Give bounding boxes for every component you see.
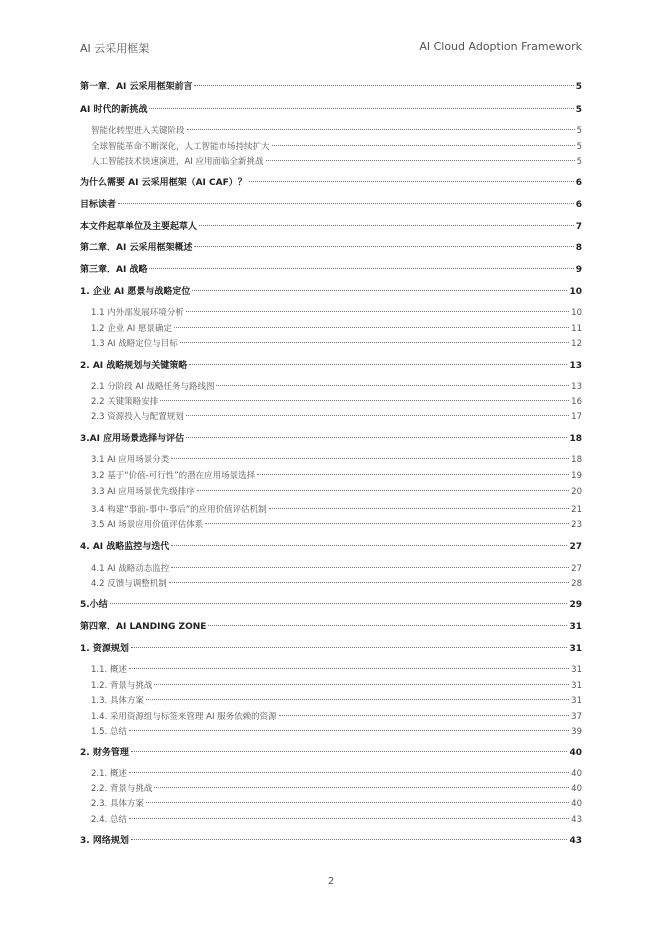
toc-entry[interactable] <box>80 241 582 255</box>
toc-entry-title: 智能化转型进入关键阶段 <box>91 126 185 136</box>
toc-subentry[interactable] <box>80 562 582 576</box>
toc-subentry[interactable] <box>80 813 582 827</box>
toc-entry[interactable] <box>80 285 582 299</box>
toc-page-number: 40 <box>571 799 582 809</box>
dot-leader <box>279 715 570 716</box>
toc-entry-title: 3.2 基于“价值-可行性”的潜在应用场景选择 <box>91 471 256 481</box>
toc-page-number: 5 <box>576 142 582 152</box>
toc-page-number: 18 <box>571 455 582 465</box>
dot-leader <box>131 839 568 840</box>
toc-entry-title: 3.AI 应用场景选择与评估 <box>80 434 185 444</box>
toc-page-number: 28 <box>571 579 582 589</box>
toc-entry-title: 2.2. 背景与挑战 <box>91 784 153 794</box>
toc-entry-title: 4. AI 战略监控与迭代 <box>80 542 170 552</box>
dot-leader <box>192 290 567 291</box>
toc-entry-title: 3.5 AI 场景应用价值评估体系 <box>91 520 204 530</box>
toc-page-number: 20 <box>571 487 582 497</box>
toc-page-number: 31 <box>571 665 582 675</box>
dot-leader <box>131 647 568 648</box>
toc-page-number: 39 <box>571 727 582 737</box>
toc-entry[interactable] <box>80 834 582 848</box>
toc-subentry[interactable] <box>80 453 582 467</box>
toc-entry-title: 2.4. 总结 <box>91 815 127 825</box>
dot-leader <box>199 225 574 226</box>
toc-subentry[interactable] <box>80 797 582 811</box>
toc-subentry[interactable] <box>80 155 582 169</box>
toc-subentry[interactable] <box>80 322 582 336</box>
dot-leader <box>186 415 569 416</box>
toc-page-number: 5 <box>575 105 582 115</box>
toc-entry-title: 1. 企业 AI 愿景与战略定位 <box>80 287 191 297</box>
toc-page-number: 8 <box>575 243 582 253</box>
toc-subentry[interactable] <box>80 694 582 708</box>
toc-subentry[interactable] <box>80 663 582 677</box>
dot-leader <box>129 668 569 669</box>
toc-page-number: 7 <box>575 222 582 232</box>
toc-subentry[interactable] <box>80 485 582 499</box>
dot-leader <box>187 129 575 130</box>
toc-page-number: 21 <box>571 505 582 515</box>
dot-leader <box>174 327 569 328</box>
dot-leader <box>154 684 569 685</box>
toc-entry-title: 1.2. 背景与挑战 <box>91 681 153 691</box>
toc-entry[interactable] <box>80 642 582 656</box>
toc-subentry[interactable] <box>80 503 582 517</box>
toc-subentry[interactable] <box>80 710 582 724</box>
toc-entry-title: 第四章．AI LANDING ZONE <box>80 622 207 632</box>
dot-leader <box>269 508 570 509</box>
toc-page-number: 11 <box>571 324 582 334</box>
toc-page-number: 13 <box>571 382 582 392</box>
toc-page-number: 5 <box>576 157 582 167</box>
toc-subentry[interactable] <box>80 725 582 739</box>
toc-page-number: 37 <box>571 712 582 722</box>
toc-page-number: 12 <box>571 339 582 349</box>
running-header-right: AI Cloud Adoption Framework <box>419 40 582 53</box>
toc-page-number: 17 <box>571 412 582 422</box>
toc-page-number: 10 <box>571 308 582 318</box>
toc-entry-title: 2.3 资源投入与配置规划 <box>91 412 184 422</box>
dot-leader <box>205 523 569 524</box>
toc-page-number: 27 <box>569 542 582 552</box>
toc-entry[interactable] <box>80 198 582 212</box>
dot-leader <box>180 342 569 343</box>
dot-leader <box>129 818 569 819</box>
toc-page-number: 5 <box>575 82 582 92</box>
toc-page-number: 10 <box>569 287 582 297</box>
dot-leader <box>146 699 569 700</box>
dot-leader <box>257 474 569 475</box>
toc-entry-title: 第一章．AI 云采用框架前言 <box>80 82 193 92</box>
toc-entry-title: 1.1. 概述 <box>91 665 127 675</box>
toc-subentry[interactable] <box>80 395 582 409</box>
toc-page-number: 9 <box>575 265 582 275</box>
toc-entry-title: 2. AI 战略规划与关键策略 <box>80 361 188 371</box>
toc-entry[interactable] <box>80 80 582 94</box>
dot-leader <box>160 400 569 401</box>
toc-entry-title: 第三章．AI 战略 <box>80 265 148 275</box>
toc-entry-title: 3.3 AI 应用场景优先级排序 <box>91 487 195 497</box>
dot-leader <box>266 160 575 161</box>
dot-leader <box>146 802 569 803</box>
dot-leader <box>189 364 567 365</box>
dot-leader <box>131 751 568 752</box>
dot-leader <box>272 145 575 146</box>
toc-page-number: 6 <box>575 178 582 188</box>
toc-page-number: 23 <box>571 520 582 530</box>
toc-entry-title: 5.小结 <box>80 600 108 610</box>
toc-entry-title: AI 时代的新挑战 <box>80 105 148 115</box>
toc-entry-title: 全球智能革命不断深化，人工智能市场持续扩大 <box>91 142 270 152</box>
dot-leader <box>186 311 569 312</box>
toc-page-number: 43 <box>569 836 582 846</box>
dot-leader <box>118 203 574 204</box>
toc-page-number: 31 <box>571 696 582 706</box>
toc-entry[interactable] <box>80 598 582 612</box>
toc-entry-title: 1.5. 总结 <box>91 727 127 737</box>
toc-entry-title: 4.1 AI 战略动态监控 <box>91 564 170 574</box>
toc-page-number: 31 <box>571 681 582 691</box>
toc-page-number: 31 <box>569 622 582 632</box>
toc-page-number: 18 <box>569 434 582 444</box>
toc-subentry[interactable] <box>80 518 582 532</box>
toc-subentry[interactable] <box>80 782 582 796</box>
toc-page-number: 40 <box>571 784 582 794</box>
dot-leader <box>149 108 573 109</box>
toc-entry-title: 3. 网络规划 <box>80 836 129 846</box>
toc-subentry[interactable] <box>80 337 582 351</box>
dot-leader <box>129 772 569 773</box>
toc-entry[interactable] <box>80 620 582 634</box>
toc-entry-title: 1.4. 采用资源组与标签来管理 AI 服务依赖的资源 <box>91 712 277 722</box>
toc-entry[interactable] <box>80 540 582 554</box>
toc-subentry[interactable] <box>80 380 582 394</box>
toc-entry-title: 2.3. 具体方案 <box>91 799 144 809</box>
page-number: 2 <box>327 876 335 887</box>
running-header-left: AI 云采用框架 <box>80 42 150 55</box>
dot-leader <box>171 458 569 459</box>
toc-page-number: 40 <box>571 769 582 779</box>
toc-page-number: 31 <box>569 644 582 654</box>
toc-entry-title: 2.1 分阶段 AI 战略任务与路线图 <box>91 382 215 392</box>
toc-subentry[interactable] <box>80 469 582 483</box>
toc-subentry[interactable] <box>80 577 582 591</box>
toc-entry-title: 目标读者 <box>80 200 117 210</box>
toc-entry-title: 3.1 AI 应用场景分类 <box>91 455 170 465</box>
toc-entry-title: 1. 资源规划 <box>80 644 129 654</box>
toc-page-number: 5 <box>576 126 582 136</box>
dot-leader <box>171 567 569 568</box>
toc-entry[interactable] <box>80 432 582 446</box>
toc-entry-title: 2.2 关键策略安排 <box>91 397 159 407</box>
toc-page-number: 29 <box>569 600 582 610</box>
dot-leader <box>216 385 569 386</box>
toc-subentry[interactable] <box>80 124 582 138</box>
toc-page-number: 13 <box>569 361 582 371</box>
toc-entry-title: 本文件起草单位及主要起草人 <box>80 222 198 232</box>
toc-page-number: 16 <box>571 397 582 407</box>
toc-entry-title: 第二章．AI 云采用框架概述 <box>80 243 193 253</box>
toc-entry-title: 4.2 反馈与调整机制 <box>91 579 167 589</box>
toc-entry[interactable] <box>80 359 582 373</box>
toc-entry[interactable] <box>80 746 582 760</box>
dot-leader <box>186 437 567 438</box>
toc-entry-title: 为什么需要 AI 云采用框架（AI CAF）？ <box>80 178 247 188</box>
dot-leader <box>169 582 569 583</box>
toc-subentry[interactable] <box>80 140 582 154</box>
toc-page-number: 40 <box>569 748 582 758</box>
toc-page-number: 19 <box>571 471 582 481</box>
toc-subentry[interactable] <box>80 679 582 693</box>
toc-entry-title: 1.2 企业 AI 愿景确定 <box>91 324 172 334</box>
toc-page-number: 27 <box>571 564 582 574</box>
toc-page-number: 6 <box>575 200 582 210</box>
toc-entry-title: 2.1. 概述 <box>91 769 127 779</box>
dot-leader <box>171 545 567 546</box>
dot-leader <box>129 730 569 731</box>
toc-entry[interactable] <box>80 103 582 117</box>
dot-leader <box>154 787 569 788</box>
toc-entry-title: 3.4 构建“事前-事中-事后”的应用价值评估机制 <box>91 505 267 515</box>
table-of-contents <box>80 0 582 936</box>
toc-entry-title: 2. 财务管理 <box>80 748 129 758</box>
toc-subentry[interactable] <box>80 306 582 320</box>
dot-leader <box>110 603 568 604</box>
toc-subentry[interactable] <box>80 410 582 424</box>
toc-subentry[interactable] <box>80 767 582 781</box>
dot-leader <box>149 268 573 269</box>
toc-page-number: 43 <box>571 815 582 825</box>
dot-leader <box>194 246 573 247</box>
dot-leader <box>208 625 567 626</box>
toc-entry[interactable] <box>80 176 582 190</box>
toc-entry[interactable] <box>80 263 582 277</box>
dot-leader <box>194 85 573 86</box>
toc-entry[interactable] <box>80 220 582 234</box>
toc-entry-title: 1.3 AI 战略定位与目标 <box>91 339 178 349</box>
toc-entry-title: 人工智能技术快速演进，AI 应用面临全新挑战 <box>91 157 264 167</box>
dot-leader <box>249 181 574 182</box>
dot-leader <box>197 490 569 491</box>
toc-entry-title: 1.1 内外部发展环境分析 <box>91 308 184 318</box>
toc-entry-title: 1.3. 具体方案 <box>91 696 144 706</box>
